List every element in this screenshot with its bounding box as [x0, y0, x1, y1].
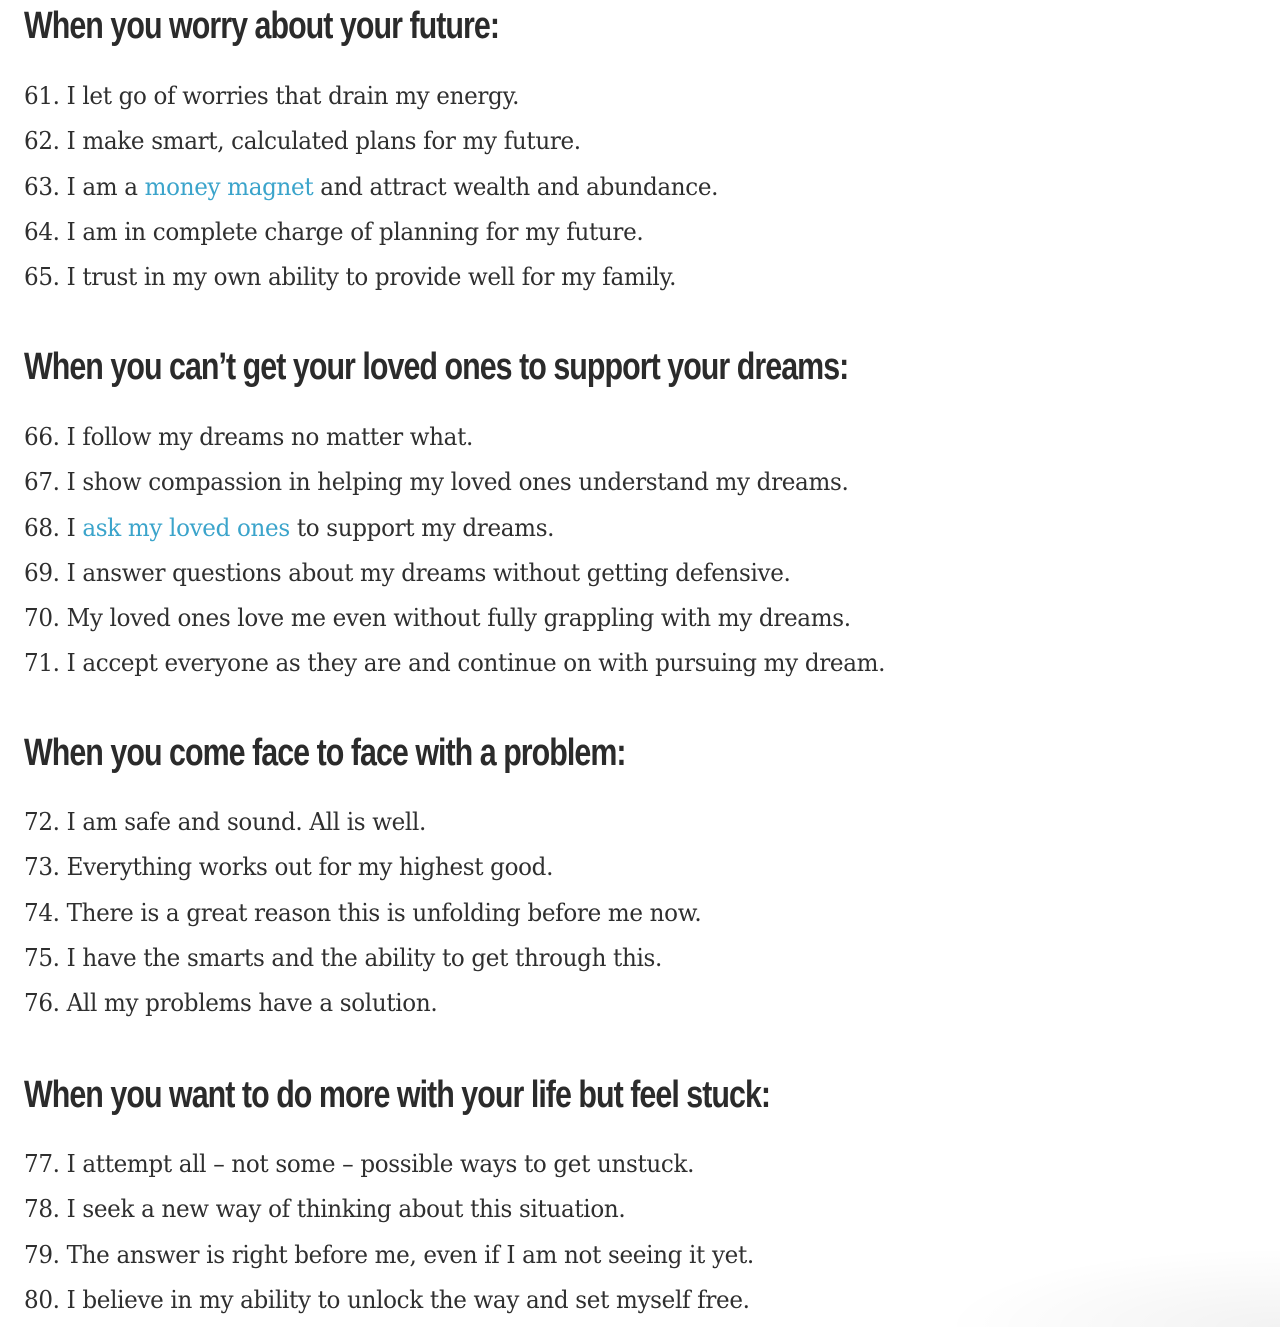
- item-text: 75. I have the smarts and the ability to get through this.: [24, 943, 663, 972]
- corner-shadow: [940, 1247, 1280, 1327]
- item-text: 61. I let go of worries that drain my energy.: [24, 82, 520, 110]
- list-item: [24, 800, 701, 845]
- item-text: 77. I attempt all – not some – possible ways to get unstuck.: [24, 1150, 695, 1178]
- item-text: 68. I: [24, 513, 83, 542]
- list-item: [24, 165, 718, 210]
- affirmation-list: [24, 415, 921, 687]
- list-item: [24, 551, 885, 596]
- section-heading: When you can’t get your loved ones to support your dreams:: [24, 346, 849, 388]
- ask-loved-ones-link[interactable]: ask my loved ones: [82, 513, 290, 542]
- list-item: [24, 255, 718, 300]
- list-item: [24, 1187, 754, 1232]
- item-text: 78. I seek a new way of thinking about this situation.: [24, 1195, 626, 1224]
- item-text: and attract wealth and abundance.: [313, 172, 719, 201]
- item-text: 80. I believe in my ability to unlock the way and set myself free.: [24, 1285, 750, 1314]
- item-text: 67. I show compassion in helping my loved ones understand my dreams.: [24, 468, 849, 497]
- list-item: [24, 210, 718, 255]
- list-item: [24, 596, 885, 641]
- item-text: 62. I make smart, calculated plans for my future.: [24, 127, 581, 156]
- item-text: 66. I follow my dreams no matter what.: [24, 423, 473, 451]
- item-text: 73. Everything works out for my highest good.: [24, 853, 554, 882]
- list-item: [24, 415, 885, 460]
- item-text: 65. I trust in my own ability to provide well for my family.: [24, 263, 677, 292]
- list-item: [24, 845, 701, 890]
- list-item: [24, 936, 701, 981]
- list-item: [24, 1142, 754, 1187]
- list-item: [24, 460, 885, 505]
- affirmation-list: [24, 800, 730, 1026]
- item-text: 70. My loved ones love me even without fully grappling with my dreams.: [24, 604, 851, 633]
- list-item: [24, 506, 885, 551]
- item-text: 71. I accept everyone as they are and continue on with pursuing my dream.: [24, 649, 886, 678]
- list-item: [24, 74, 718, 119]
- list-item: [24, 119, 718, 164]
- item-text: 72. I am safe and sound. All is well.: [24, 808, 426, 836]
- section-heading: When you want to do more with your life but feel stuck:: [24, 1074, 771, 1116]
- money-magnet-link[interactable]: money magnet: [144, 172, 314, 201]
- item-text: 76. All my problems have a solution.: [24, 989, 438, 1018]
- list-item: [24, 1233, 754, 1278]
- item-text: 63. I am a: [24, 172, 145, 201]
- list-item: [24, 981, 701, 1026]
- list-item: [24, 641, 885, 686]
- item-text: 74. There is a great reason this is unfolding before me now.: [24, 898, 702, 927]
- affirmation-list: [24, 1142, 784, 1323]
- item-text: 64. I am in complete charge of planning for my future.: [24, 217, 644, 246]
- section-heading: When you come face to face with a problem:: [24, 732, 626, 774]
- affirmation-list: [24, 74, 747, 300]
- section-heading: When you worry about your future:: [24, 5, 499, 47]
- item-text: 69. I answer questions about my dreams without getting defensive.: [24, 558, 791, 587]
- item-text: 79. The answer is right before me, even if I am not seeing it yet.: [24, 1240, 754, 1269]
- list-item: [24, 891, 701, 936]
- item-text: to support my dreams.: [289, 513, 555, 542]
- list-item: [24, 1278, 754, 1323]
